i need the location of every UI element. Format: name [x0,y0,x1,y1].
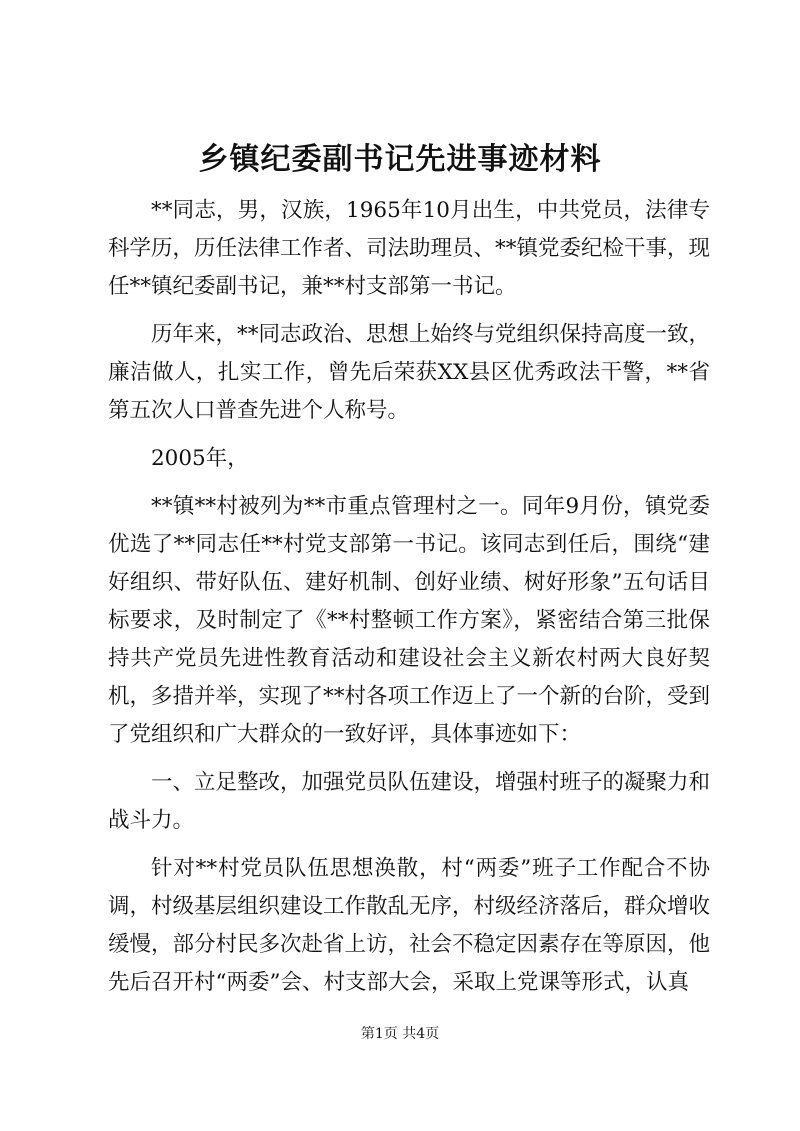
document-title: 乡镇纪委副书记先进事迹材料 [198,142,602,177]
paragraph-rectification: 针对**村党员队伍思想涣散，村“两委”班子工作配合不协调，村级基层组织建设工作散乱无序，村级经济落后，群众增收缓慢，部分村民多次赴省上访，社会不稳定因素存在等原因，他先后召开村“两委”会、村支部大会，采取上党课等形式，认真 [108,856,711,995]
page-footer: 第1页 共4页 [360,1026,440,1042]
paragraph-intro: **同志，男，汉族，1965年10月出生，中共党员，法律专科学历，历任法律工作者、司法助理员、**镇党委纪检干事，现任**镇纪委副书记，兼**村支部第一书记。 [108,198,711,299]
document-body [108,192,710,1012]
paragraph-honors: 历年来，**同志政治、思想上始终与党组织保持高度一致，廉洁做人，扎实工作，曾先后荣获XX县区优秀政法干警，**省第五次人口普查先进个人称号。 [108,322,711,423]
paragraph-section-heading: 一、立足整改，加强党员队伍建设，增强村班子的凝聚力和战斗力。 [108,770,711,833]
paragraph-appointment: **镇**村被列为**市重点管理村之一。同年9月份，镇党委优选了**同志任**村党支部第一书记。该同志到任后，围绕“建好组织、带好队伍、建好机制、创好业绩、树好形象”五句话目标要求，及时制定了《**村整顿工作方案》，紧密结合第三批保持共产党员先进性教育活动和建设社会主义新农村两大良好契机，多措并举，实现了**村各项工作迈上了一个新的台阶，受到了党组织和广大群众的一致好评，具体事迹如下： [108,494,711,747]
paragraph-year: 2005年， [151,446,249,471]
